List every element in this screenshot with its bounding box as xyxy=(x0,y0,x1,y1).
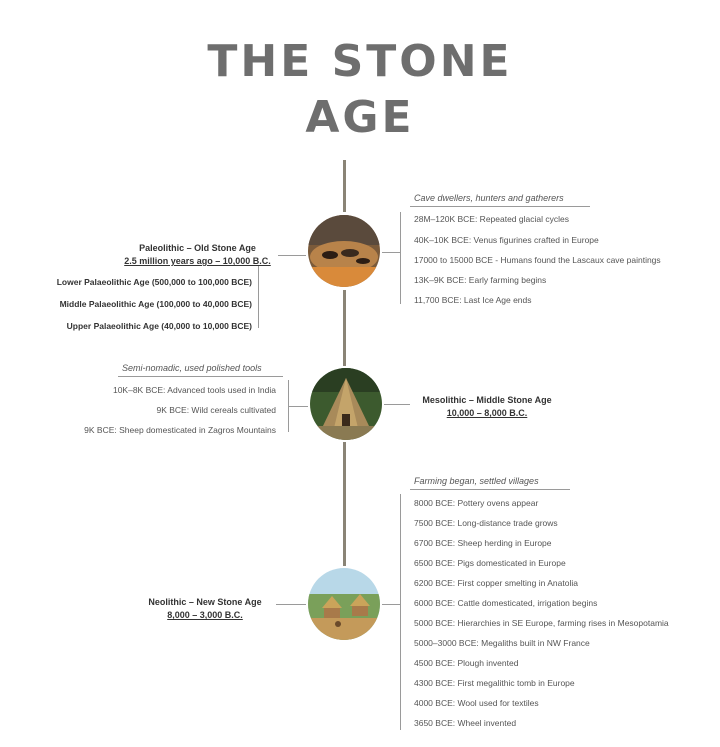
timeline-spine-top xyxy=(343,160,346,212)
mesolithic-name: Mesolithic – Middle Stone Age xyxy=(422,395,552,405)
paleolithic-era xyxy=(120,242,275,268)
paleolithic-event-1: 28M–120K BCE: Repeated glacial cycles xyxy=(414,214,569,224)
neolithic-name: Neolithic – New Stone Age xyxy=(148,597,262,607)
paleolithic-event-2: 40K–10K BCE: Venus figurines crafted in Europe xyxy=(414,235,599,245)
neolithic-event-2: 7500 BCE: Long-distance trade grows xyxy=(414,518,558,528)
title-line-2: AGE xyxy=(305,92,415,143)
hut-image xyxy=(310,368,382,440)
paleolithic-sub-bracket xyxy=(258,266,259,328)
village-image xyxy=(308,568,380,640)
neolithic-event-10: 4300 BCE: First megalithic tomb in Europe xyxy=(414,678,575,688)
paleolithic-heading-rule xyxy=(410,206,590,207)
mesolithic-connector xyxy=(384,404,410,405)
paleolithic-name: Paleolithic – Old Stone Age xyxy=(139,243,256,253)
paleolithic-date: 2.5 million years ago – 10,000 B.C. xyxy=(124,256,271,266)
neolithic-event-8: 5000–3000 BCE: Megaliths built in NW France xyxy=(414,638,590,648)
paleolithic-events-connector xyxy=(382,252,400,253)
mesolithic-heading-rule xyxy=(118,376,283,377)
neolithic-connector xyxy=(276,604,306,605)
neolithic-date: 8,000 – 3,000 B.C. xyxy=(167,610,243,620)
neolithic-events-bracket xyxy=(400,494,401,730)
mesolithic-event-2: 9K BCE: Wild cereals cultivated xyxy=(156,405,276,415)
mesolithic-heading: Semi-nomadic, used polished tools xyxy=(122,363,262,373)
neolithic-era xyxy=(140,596,270,622)
title-line-1: THE STONE xyxy=(207,36,513,87)
neolithic-event-1: 8000 BCE: Pottery ovens appear xyxy=(414,498,539,508)
mesolithic-era xyxy=(412,394,562,420)
timeline-spine-mid2 xyxy=(343,442,346,566)
paleolithic-heading: Cave dwellers, hunters and gatherers xyxy=(414,193,564,203)
mesolithic-event-1: 10K–8K BCE: Advanced tools used in India xyxy=(112,385,276,395)
paleolithic-sub-1: Lower Palaeolithic Age (500,000 to 100,000 BCE) xyxy=(56,277,252,287)
neolithic-event-4: 6500 BCE: Pigs domesticated in Europe xyxy=(414,558,566,568)
neolithic-event-11: 4000 BCE: Wool used for textiles xyxy=(414,698,539,708)
paleolithic-event-3: 17000 to 15000 BCE - Humans found the Lascaux cave paintings xyxy=(414,255,661,265)
paleolithic-sub-2: Middle Palaeolithic Age (100,000 to 40,000 BCE) xyxy=(59,299,252,309)
timeline-spine-mid1 xyxy=(343,290,346,366)
mesolithic-events-connector xyxy=(288,406,308,407)
neolithic-event-12: 3650 BCE: Wheel invented xyxy=(414,718,517,728)
paleolithic-event-4: 13K–9K BCE: Early farming begins xyxy=(414,275,547,285)
paleolithic-connector xyxy=(278,255,306,256)
mesolithic-date: 10,000 – 8,000 B.C. xyxy=(446,408,528,418)
paleolithic-event-5: 11,700 BCE: Last Ice Age ends xyxy=(414,295,532,305)
neolithic-heading-rule xyxy=(410,489,570,490)
paleolithic-sub-3: Upper Palaeolithic Age (40,000 to 10,000 BCE) xyxy=(66,321,252,331)
neolithic-event-9: 4500 BCE: Plough invented xyxy=(414,658,519,668)
mesolithic-event-3: 9K BCE: Sheep domesticated in Zagros Mountains xyxy=(84,425,276,435)
neolithic-event-3: 6700 BCE: Sheep herding in Europe xyxy=(414,538,552,548)
neolithic-event-5: 6200 BCE: First copper smelting in Anatolia xyxy=(414,578,578,588)
neolithic-heading: Farming began, settled villages xyxy=(414,476,539,486)
paleolithic-events-bracket xyxy=(400,212,401,304)
neolithic-events-connector xyxy=(382,604,400,605)
cave-painting-image xyxy=(308,215,380,287)
neolithic-event-6: 6000 BCE: Cattle domesticated, irrigation begins xyxy=(414,598,598,608)
neolithic-event-7: 5000 BCE: Hierarchies in SE Europe, farming rises in Mesopotamia xyxy=(414,618,669,628)
